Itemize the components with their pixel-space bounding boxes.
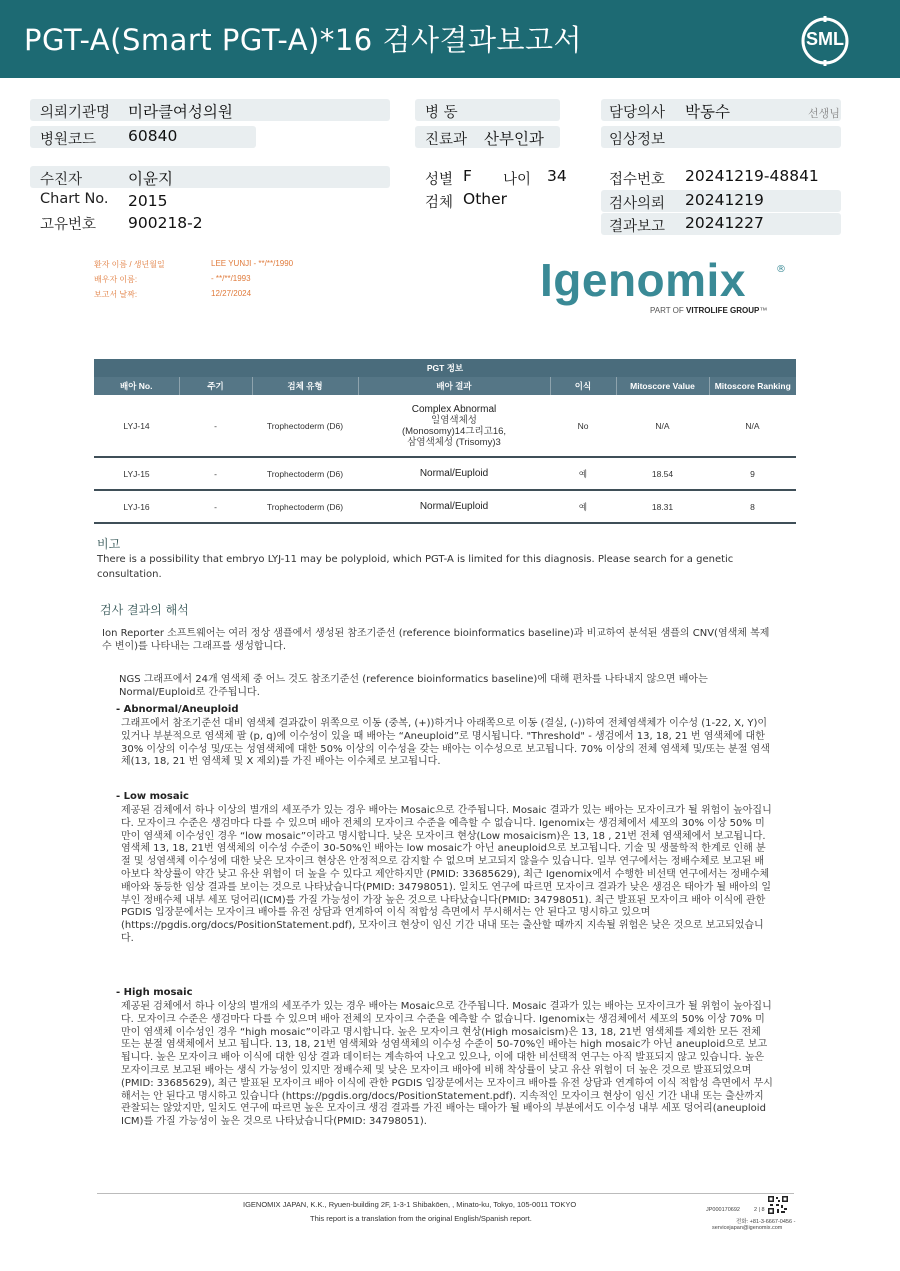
abnormal-paragraph: 그래프에서 참조기준선 대비 염색체 결과값이 위쪽으로 이동 (중복, (+))하거나 아래쪽으로 이동 (결실, (-))하여 전체염색체가 이수성 (1-22, X, Y)이 있거나 부분적으로 염색체 팔 (p, q)에 이수성이 있을 때 배아는 “Aneuploid”로 명시됩니다. "Threshold" - 생검에서 13, 18, 21 번 염색체에 대한 30% 이상의 이수성 및/또는 성염색체에 대한 50% 이상의 이수성을 갖는 배아는 이수성으로 보고됩니다. 70% 이상의 전체 염색체 및/또는 분절 염색체(13, 18, 21 번 염색체 및 X 제외)를 가진 배아는 이수체로 보고됩니다. xyxy=(121,718,770,768)
hospital-code-value: 60840 xyxy=(128,127,178,145)
col-embryo-result: 배아 결과 xyxy=(358,377,550,395)
meta-partner-value: - **/**/1993 xyxy=(211,274,251,283)
ward-label: 병 동 xyxy=(425,105,458,121)
meta-partner-label: 배우자 이름: xyxy=(94,275,138,284)
chart-no-value: 2015 xyxy=(128,192,168,210)
tagline-part-of: PART OF xyxy=(650,306,684,315)
receipt-no-label: 접수번호 xyxy=(609,172,666,188)
cell-result xyxy=(358,395,550,457)
doctor-label: 담당의사 xyxy=(609,105,666,121)
remarks-title: 비고 xyxy=(97,537,121,551)
cell-transfer: 예 xyxy=(550,457,616,490)
recipient-label: 수진자 xyxy=(40,172,83,188)
cell-cycle: - xyxy=(179,457,252,490)
result-detail-2: (Monosomy)14그리고16, xyxy=(401,425,507,437)
cell-result xyxy=(358,490,550,523)
cell-transfer: No xyxy=(550,395,616,457)
doctor-suffix: 선생님 xyxy=(808,107,840,120)
chart-no-label: Chart No. xyxy=(40,191,109,207)
meta-report-date-value: 12/27/2024 xyxy=(211,289,252,298)
abnormal-heading: - Abnormal/Aneuploid xyxy=(116,704,239,715)
footer-note: This report is a translation from the original English/Spanish report. xyxy=(310,1214,532,1223)
specimen-label: 검체 xyxy=(425,195,454,211)
department-label: 진료과 xyxy=(425,132,468,148)
result-detail-1: 일염색체성 xyxy=(431,414,477,426)
cell-mito-rank: N/A xyxy=(709,395,796,457)
request-date-label: 검사의뢰 xyxy=(609,196,666,212)
report-date-label: 결과보고 xyxy=(609,219,666,235)
result-main: Normal/Euploid xyxy=(419,468,489,479)
sex-label: 성별 xyxy=(425,172,454,188)
table-title: PGT 정보 xyxy=(94,359,796,377)
report-header xyxy=(0,0,900,78)
report-date-value: 20241227 xyxy=(685,214,764,232)
result-main: Normal/Euploid xyxy=(419,501,489,512)
institution-value: 미라클여성의원 xyxy=(128,103,233,121)
ngs-paragraph: NGS 그래프에서 24개 염색체 중 어느 것도 참조기준선 (reference bioinformatics baseline)에 대해 편차를 나타내지 않으면 배아는 Normal/Euploid로 간주됩니다. xyxy=(119,674,708,698)
age-value: 34 xyxy=(547,167,567,185)
cell-mito-value: N/A xyxy=(616,395,709,457)
clinical-info-label: 임상정보 xyxy=(609,132,666,148)
igenomix-wordmark: Igenomix xyxy=(540,254,746,306)
doctor-value: 박동수 xyxy=(685,103,730,121)
col-sample-type: 검체 유형 xyxy=(252,377,358,395)
col-cycle: 주기 xyxy=(179,377,252,395)
col-mitoscore-value: Mitoscore Value xyxy=(616,377,709,395)
cell-sample: Trophectoderm (D6) xyxy=(252,490,358,523)
tagline-tm: ™ xyxy=(759,306,768,315)
unique-no-value: 900218-2 xyxy=(128,214,203,232)
sex-value: F xyxy=(463,167,472,185)
footer-address: IGENOMIX JAPAN, K.K., Ryuen-building 2F, 1-3-1 Shibakōen, , Minato-ku, Tokyo, 105-0011 TOKYO xyxy=(243,1200,577,1209)
footer-doc-code: JP000170692 xyxy=(706,1207,740,1213)
table-row xyxy=(94,490,796,523)
age-label: 나이 xyxy=(503,172,532,188)
col-mitoscore-ranking: Mitoscore Ranking xyxy=(709,377,796,395)
cell-cycle: - xyxy=(179,490,252,523)
igenomix-logo xyxy=(540,256,790,318)
unique-no-label: 고유번호 xyxy=(40,217,97,233)
meta-report-date-label: 보고서 날짜: xyxy=(94,290,138,299)
recipient-value: 이윤지 xyxy=(128,170,173,188)
high-mosaic-paragraph: 제공된 검체에서 하나 이상의 별개의 세포주가 있는 경우 배아는 Mosaic으로 간주됩니다. Mosaic 결과가 있는 배아는 모자이크가 될 위험이 높아집니다. 모자이크 수준은 생검마다 다를 수 있으며 배아 전체의 모자이크 수준을 예측할 수 없습니다. Igenomix는 생검체에서 세포의 50% 이상 70% 미만이 염색체 이수성인 경우 “high mosaic”이라고 명시합니다. 높은 모자이크 현상(High mosaicism)은 13, 18, 21번 염색체를 제외한 모든 전체 또는 분절 염색체에서 보고 됩니다. 13, 18, 21번 염색체와 성염색체의 이수성 수준이 50-70%인 배아는 high mosaic가 아닌 aneuploid으로 보고됩니다. 높은 모자이크 배아 이식에 대한 임상 결과 데이터는 계속하여 나오고 있으나, 이에 대한 비선택적 연구는 아직 발표되지 않고 있습니다. 높은 모자이크로 보고된 배아는 생식 가능성이 있지만 정배수체 및 낮은 모자이크 배아에 비해 착상률이 낮고 유산 위험이 더 높은 것으로 발표되었으며 (PMID: 33685629), 최근 발표된 모자이크 배아 이식에 관한 PGDIS 입장문에서는 모자이크 배아를 유전 상담과 연계하여 이식 적합성 측면에서 무시해서는 안 된다고 명시하고 있습니다 (https://pgdis.org/docs/PositionStatement.pdf). 지속적인 모자이크 현상이 임신 기간 내내 또는 출산까지 관찰되는 않았지만, 일치도 연구에 따르면 높은 모자이크 생검 결과를 가진 배아는 태아가 될 배아의 부분에서도 이수성 내부 세포 덩어리(aneuploid ICM)를 가질 가능성이 높은 것으로 나타났습니다(PMID: 34798051). xyxy=(121,1001,773,1128)
cell-embryo: LYJ-16 xyxy=(94,490,179,523)
pgt-results-table xyxy=(94,359,796,524)
cell-transfer: 예 xyxy=(550,490,616,523)
igenomix-registered-mark: ® xyxy=(776,264,786,275)
table-row xyxy=(94,457,796,490)
col-transfer: 이식 xyxy=(550,377,616,395)
report-title: PGT-A(Smart PGT-A)*16 검사결과보고서 xyxy=(24,23,583,57)
interpretation-title: 검사 결과의 해석 xyxy=(100,603,189,617)
cell-sample: Trophectoderm (D6) xyxy=(252,395,358,457)
request-date-value: 20241219 xyxy=(685,191,764,209)
institution-label: 의뢰기관명 xyxy=(40,105,111,121)
cell-mito-value: 18.31 xyxy=(616,490,709,523)
cell-embryo: LYJ-14 xyxy=(94,395,179,457)
cell-sample: Trophectoderm (D6) xyxy=(252,457,358,490)
low-mosaic-paragraph: 제공된 검체에서 하나 이상의 별개의 세포주가 있는 경우 배아는 Mosaic으로 간주됩니다. Mosaic 결과가 있는 배아는 모자이크가 될 위험이 높아집니다. 모자이크 수준은 생검마다 다를 수 있으며 배아 전체의 모자이크 수준을 예측할 수 없습니다. Igenomix는 생검체에서 세포의 30% 이상 50% 미만이 염색체 이수성인 경우 “low mosaic”이라고 명시합니다. 낮은 모자이크 현상(Low mosaicism)은 13, 18 , 21번 전체 염색체에서 보고됩니다. 염색체 13, 18, 21번 염색체의 이수성 수준이 30-50%인 배아는 low mosaic가 아닌 aneuploid으로 보고됩니다. 기술 및 생물학적 한계로 인해 분절 및 성염색체 이수성에 대한 낮은 모자이크 현상은 안정적으로 감지할 수 없으며 보고되지 않을수 있습니다. 일부 연구에서는 정배수체로 보고된 배아보다 착상률이 약간 낮고 유산 위험이 더 높을 수 있다고 제안하지만 (PMID: 33685629), 최근 Igenomix에서 수행한 비선택 연구에서는 정배수체 배아와 동등한 임상 결과를 보이는 것으로 나타났습니다(PMID: 34798051). 일치도 연구에 따르면 모자이크 결과가 낮은 생검은 태아가 될 배아의 일부인 정배수체 내부 세포 덩어리(ICM)를 가질 가능성이 가장 높은 것으로 나타났습니다(PMID: 34798051). 최근 발표된 모자이크 배아 이식에 관한 PGDIS 입장문에서는 모자이크 배아를 유전 상담과 연계하여 이식 적합성 측면에서 무시해서는 안 된다고 명시하고 있으며 (https://pgdis.org/docs/PositionStatement.pdf), 모자이크 현상이 임신 기간 내내 또는 출산할 때까지 지속될 위험은 낮은 것으로 보고되었습니다. xyxy=(121,805,772,944)
remarks-text: There is a possibility that embryo LYJ-11 may be polyploid, which PGT-A is limited for this diagnosis. Please search for a genetic consultation. xyxy=(97,554,734,580)
sml-logo-text: SML xyxy=(806,29,844,49)
footer-email: servicejapan@igenomix.com xyxy=(712,1225,783,1231)
result-detail-3: 삼염색체성 (Trisomy)3 xyxy=(407,436,501,448)
receipt-no-value: 20241219-48841 xyxy=(685,167,819,185)
meta-patient-label: 환자 이름 / 생년월일 xyxy=(94,260,165,269)
vitrolife-tagline xyxy=(650,306,767,315)
cell-cycle: - xyxy=(179,395,252,457)
cell-mito-rank: 9 xyxy=(709,457,796,490)
qr-code-icon xyxy=(768,1196,788,1214)
cell-result xyxy=(358,457,550,490)
sml-logo xyxy=(800,16,850,66)
cell-mito-rank: 8 xyxy=(709,490,796,523)
high-mosaic-heading: - High mosaic xyxy=(116,987,193,998)
col-embryo-no: 배아 No. xyxy=(94,377,179,395)
meta-patient-value: LEE YUNJI - **/**/1990 xyxy=(211,259,294,268)
footer-page: 2 | 8 xyxy=(754,1207,765,1213)
department-value: 산부인과 xyxy=(484,130,544,148)
tagline-group: VITROLIFE GROUP xyxy=(686,306,760,315)
table-row xyxy=(94,395,796,457)
cell-mito-value: 18.54 xyxy=(616,457,709,490)
footer-divider xyxy=(97,1193,794,1194)
hospital-code-label: 병원코드 xyxy=(40,132,97,148)
interpretation-intro: Ion Reporter 소프트웨어는 여러 정상 샘플에서 생성된 참조기준선 (reference bioinformatics baseline)과 비교하여 분석된 샘플의 CNV(염색체 복제 수 변이)를 나타내는 그래프를 생성합니다. xyxy=(102,628,770,652)
specimen-value: Other xyxy=(463,190,508,208)
cell-embryo: LYJ-15 xyxy=(94,457,179,490)
recipient-field-bg xyxy=(30,166,390,188)
low-mosaic-heading: - Low mosaic xyxy=(116,791,189,802)
result-main: Complex Abnormal xyxy=(411,403,497,415)
footer-phone: 전화: +81-3-6667-0456 - xyxy=(736,1219,796,1225)
